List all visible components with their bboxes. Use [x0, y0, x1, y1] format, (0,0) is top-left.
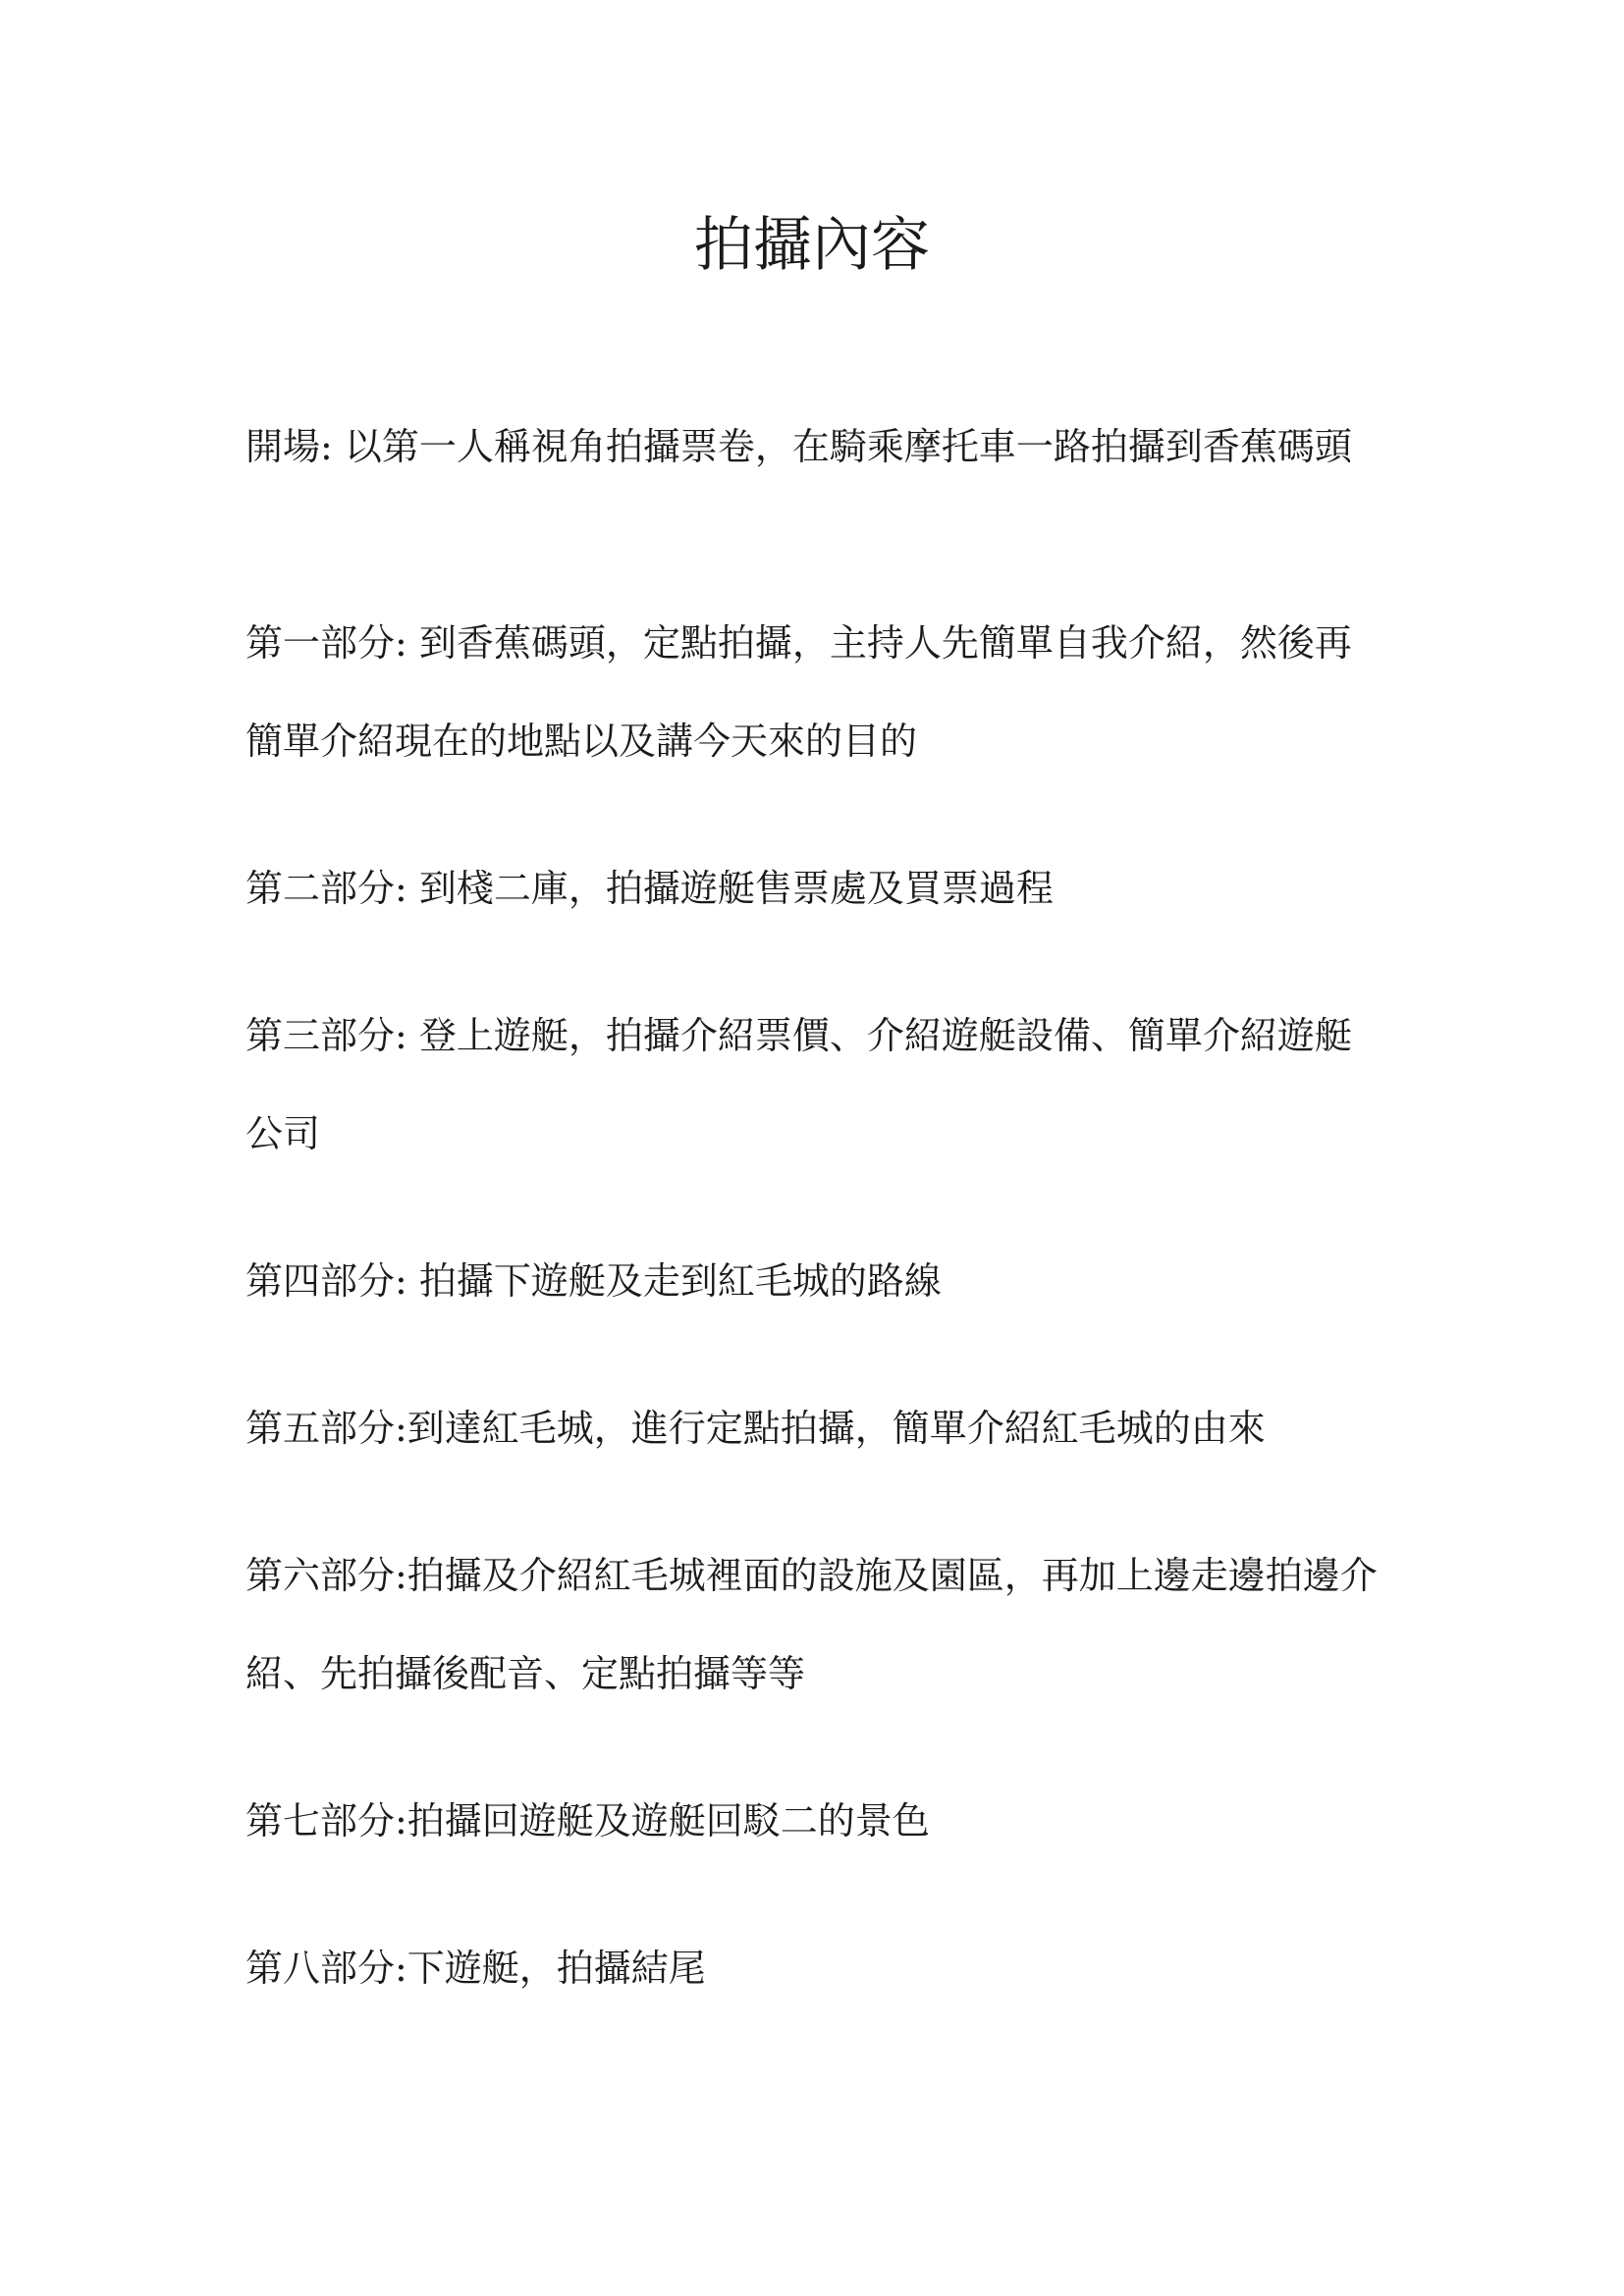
- paragraph-part-4: 第四部分: 拍攝下遊艇及走到紅毛城的路線: [245, 1259, 942, 1303]
- paragraph-opening: 開場: 以第一人稱視角拍攝票卷，在騎乘摩托車一路拍攝到香蕉碼頭: [245, 425, 1352, 468]
- paragraph-part-3: 第三部分: 登上遊艇，拍攝介紹票價、介紹遊艇設備、簡單介紹遊艇公司: [245, 1014, 1352, 1155]
- paragraph-part-1: 第一部分: 到香蕉碼頭，定點拍攝，主持人先簡單自我介紹，然後再簡單介紹現在的地點以及講今天來的目的: [245, 621, 1352, 763]
- paragraph-part-7: 第七部分:拍攝回遊艇及遊艇回駁二的景色: [245, 1799, 930, 1842]
- paragraph-part-8: 第八部分:下遊艇，拍攝結尾: [245, 1947, 706, 1990]
- paragraph-part-6: 第六部分:拍攝及介紹紅毛城裡面的設施及園區，再加上邊走邊拍邊介紹、先拍攝後配音、定點拍攝等等: [245, 1554, 1378, 1695]
- paragraph-part-2: 第二部分: 到棧二庫，拍攝遊艇售票處及買票過程: [245, 867, 1054, 910]
- document-title: 拍攝內容: [694, 211, 930, 280]
- paragraph-part-5: 第五部分:到達紅毛城，進行定點拍攝，簡單介紹紅毛城的由來: [245, 1407, 1266, 1450]
